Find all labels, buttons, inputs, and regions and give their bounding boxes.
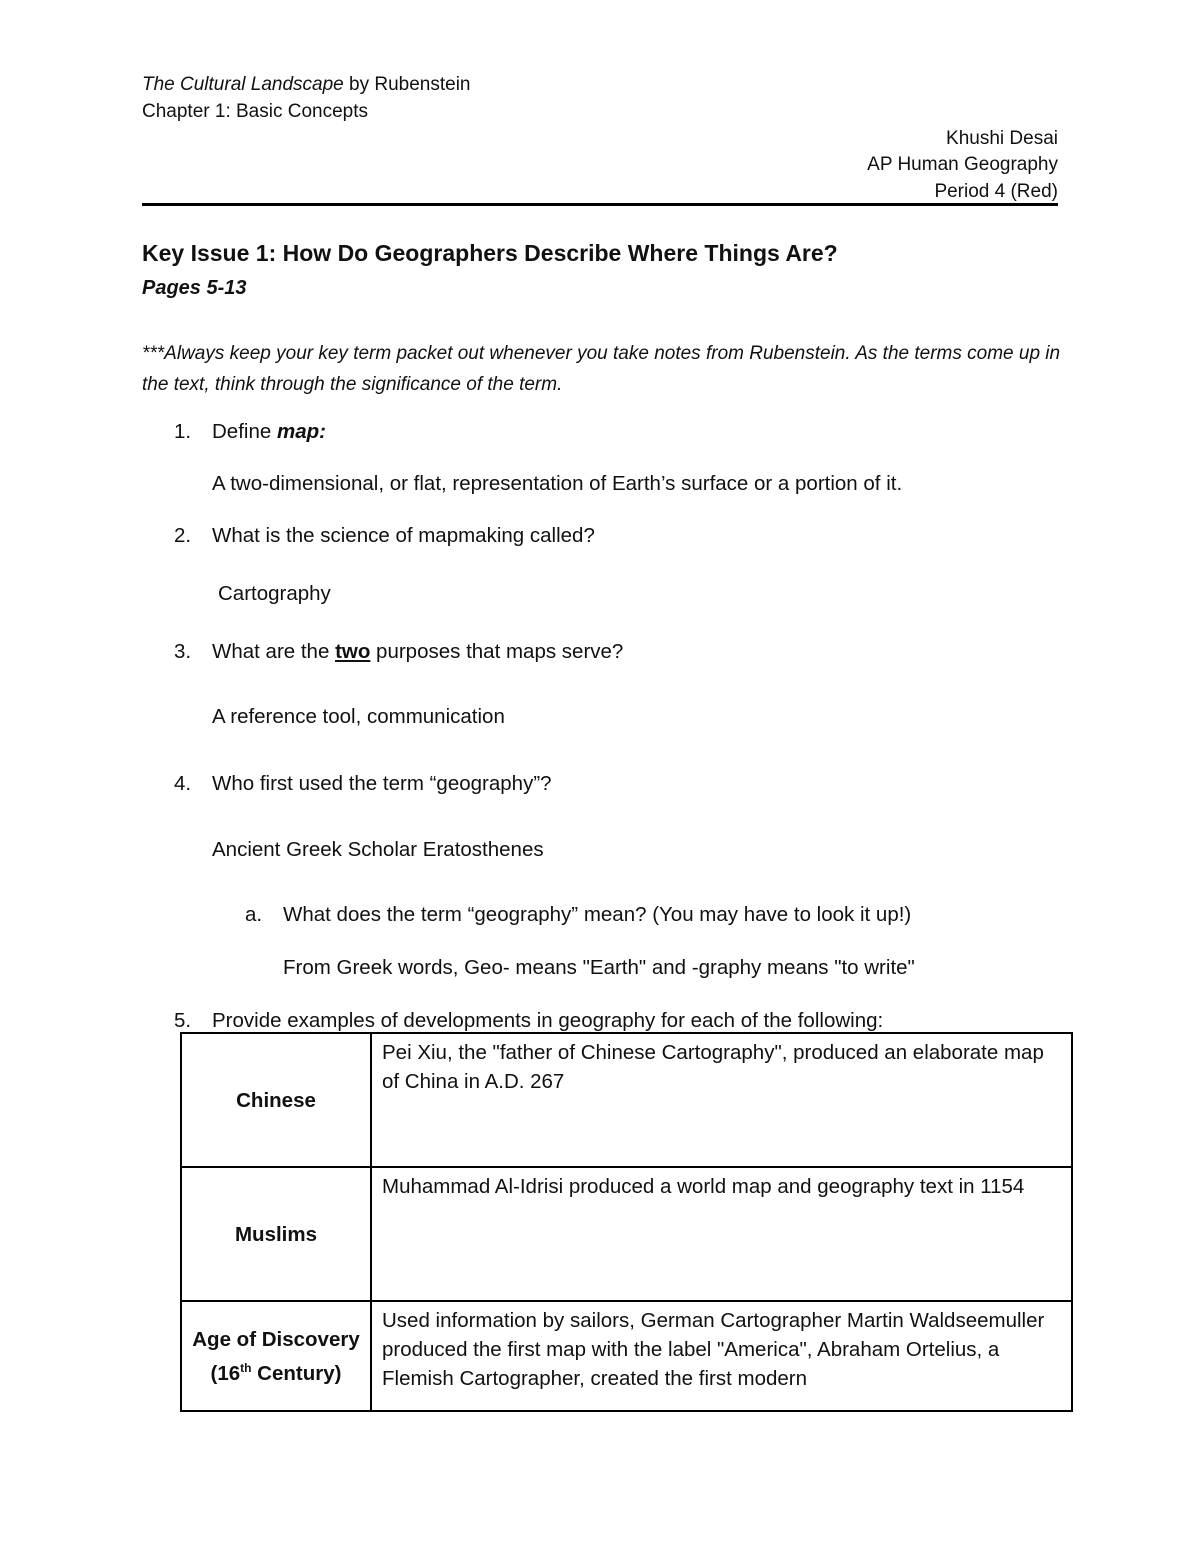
page-range: Pages 5-13 (142, 277, 247, 299)
category-line: (16th Century) (210, 1360, 342, 1385)
answer-1: A two-dimensional, or flat, representation of Earth’s surface or a portion of it. (212, 472, 903, 495)
book-title: The Cultural Landscape (142, 74, 344, 95)
table-row (181, 1301, 1072, 1411)
header-book-line (142, 73, 471, 97)
category-cell (181, 1301, 371, 1411)
answer-2: Cartography (218, 582, 331, 605)
question-number: 3. (174, 640, 192, 663)
question-1: Define map: (212, 420, 326, 443)
question-5: Provide examples of developments in geography for each of the following: (212, 1009, 884, 1032)
category-cell: Chinese (181, 1033, 371, 1167)
description-cell: Pei Xiu, the "father of Chinese Cartography", produced an elaborate map of China in A.D. 267 (371, 1033, 1072, 1167)
book-author: by Rubenstein (343, 74, 471, 95)
answer-3: A reference tool, communication (212, 705, 505, 728)
header-divider (142, 203, 1058, 206)
category-line: Age of Discovery (192, 1327, 360, 1351)
question-4: Who first used the term “geography”? (212, 772, 552, 795)
question-number: 2. (174, 524, 192, 547)
subquestion-label: a. (245, 903, 263, 926)
emphasis-term: map: (276, 420, 326, 443)
table-row (181, 1033, 1072, 1167)
developments-table (180, 1032, 1073, 1412)
question-4a: What does the term “geography” mean? (You may have to look it up!) (283, 903, 912, 926)
question-number: 4. (174, 772, 192, 795)
key-issue-title: Key Issue 1: How Do Geographers Describe Where Things Are? (142, 240, 838, 266)
class-period: Period 4 (Red) (934, 181, 1058, 202)
emphasis-term: two (335, 640, 371, 663)
student-name: Khushi Desai (946, 128, 1058, 149)
chapter-heading: Chapter 1: Basic Concepts (142, 101, 369, 122)
table-row (181, 1167, 1072, 1301)
category-cell: Muslims (181, 1167, 371, 1301)
description-cell: Used information by sailors, German Cartographer Martin Waldseemuller produced the first map with the label "America", Abraham Ortelius, a Flemish Cartographer, created the first modern (371, 1301, 1072, 1411)
answer-4: Ancient Greek Scholar Eratosthenes (212, 838, 544, 861)
answer-4a: From Greek words, Geo- means "Earth" and -graphy means "to write" (283, 956, 915, 979)
question-number: 5. (174, 1009, 192, 1032)
instruction-note: ***Always keep your key term packet out whenever you take notes from Rubenstein. As the terms come up in the text, think through the significance of the term. (142, 343, 1061, 395)
course-name: AP Human Geography (867, 154, 1058, 175)
question-3: What are the two purposes that maps serve? (212, 640, 624, 663)
question-number: 1. (174, 420, 192, 443)
question-2: What is the science of mapmaking called? (212, 524, 595, 547)
description-cell: Muhammad Al-Idrisi produced a world map and geography text in 1154 (371, 1167, 1072, 1301)
